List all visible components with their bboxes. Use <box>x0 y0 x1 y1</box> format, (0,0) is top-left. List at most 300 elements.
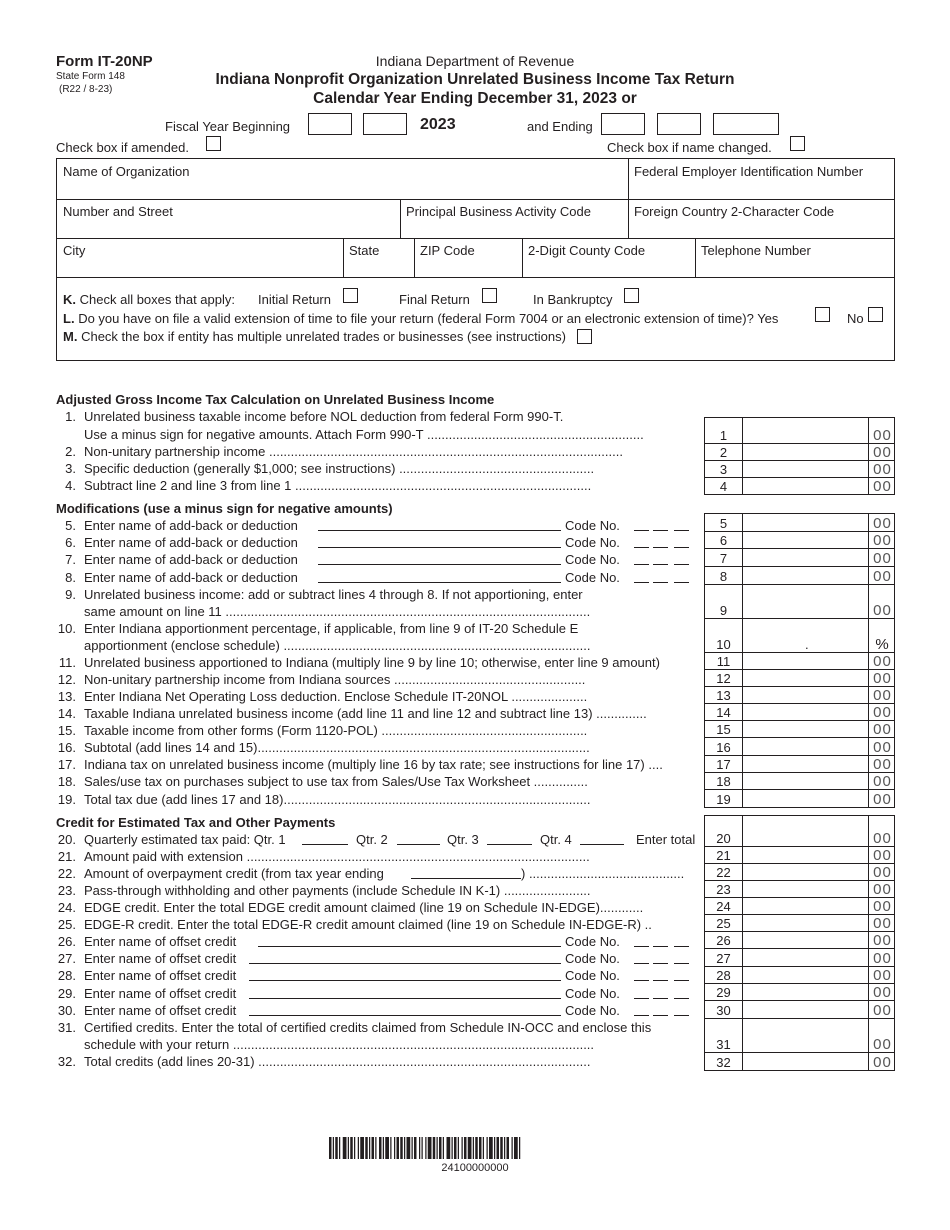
line-text: Qtr. 4 <box>540 832 572 847</box>
amount-input[interactable] <box>743 652 868 669</box>
final-return-checkbox[interactable] <box>482 288 497 303</box>
amount-line-number: 2 <box>719 445 728 460</box>
barcode-bar <box>494 1137 495 1159</box>
amount-input[interactable] <box>743 815 868 846</box>
cents-field[interactable]: 00 <box>873 568 892 585</box>
code-no-label: Code No. <box>565 552 620 567</box>
amount-row <box>704 772 895 790</box>
code-no-label: Code No. <box>565 934 620 949</box>
amount-row <box>704 983 895 1001</box>
cents-field[interactable]: 00 <box>873 756 892 773</box>
barcode-bar <box>497 1137 500 1159</box>
cents-field[interactable]: 00 <box>873 532 892 549</box>
line-text: Indiana tax on unrelated business income (multiply line 16 by tax rate; see instructions for line 17) .... <box>84 757 663 772</box>
code-digit-blank[interactable] <box>674 1015 689 1016</box>
amount-line-number: 25 <box>716 916 731 931</box>
amount-row <box>704 513 895 532</box>
amount-row <box>704 703 895 721</box>
k-letter: K. <box>63 292 76 307</box>
extension-no-checkbox[interactable] <box>868 307 883 322</box>
activity-code-field[interactable]: Principal Business Activity Code <box>406 204 591 219</box>
code-digit-blank[interactable] <box>674 980 689 981</box>
amount-input[interactable] <box>743 863 868 880</box>
barcode-bar <box>414 1137 417 1159</box>
code-digit-blank[interactable] <box>653 582 668 583</box>
line-number: 17. <box>57 757 76 772</box>
amount-input[interactable] <box>743 948 868 966</box>
form-id: Form IT-20NP <box>56 53 153 70</box>
code-digit-blank[interactable] <box>674 963 689 964</box>
state-field[interactable]: State <box>349 243 380 258</box>
amount-line-number: 13 <box>716 688 731 703</box>
line-number: 24. <box>57 900 76 915</box>
line-text: Enter name of add-back or deduction <box>84 518 298 533</box>
barcode-bar <box>385 1137 389 1159</box>
code-digit-blank[interactable] <box>674 530 689 531</box>
line-text: EDGE credit. Enter the total EDGE credit amount claimed (line 19 on Schedule IN-EDGE)............ <box>84 900 644 915</box>
amount-row <box>704 948 895 967</box>
cents-field[interactable]: 00 <box>873 1036 892 1053</box>
amount-row <box>704 720 895 738</box>
amount-line-number: 29 <box>716 985 731 1000</box>
barcode-bar <box>514 1137 518 1159</box>
barcode-bar <box>379 1137 382 1159</box>
line-number: 13. <box>57 689 76 704</box>
amount-input[interactable] <box>743 755 868 772</box>
offset-credit-name-blank[interactable] <box>258 946 561 947</box>
amount-line-number: 10 <box>716 637 731 652</box>
barcode-bar <box>412 1137 413 1159</box>
amount-input[interactable] <box>743 566 868 584</box>
amount-input[interactable] <box>743 846 868 863</box>
amount-input[interactable] <box>743 703 868 720</box>
amount-row <box>704 584 895 619</box>
code-no-label: Code No. <box>565 535 620 550</box>
barcode-bar <box>360 1137 364 1159</box>
line-text: EDGE-R credit. Enter the total EDGE-R credit amount claimed (line 19 on Schedule IN-EDGE-R) .. <box>84 917 652 932</box>
bankruptcy-checkbox[interactable] <box>624 288 639 303</box>
cents-field[interactable]: 00 <box>873 461 892 478</box>
cents-field[interactable]: 00 <box>873 687 892 704</box>
code-digit-blank[interactable] <box>634 564 649 565</box>
barcode-bar <box>372 1137 375 1159</box>
k-text: Check all boxes that apply: <box>79 292 235 307</box>
amount-line-number: 3 <box>719 462 728 477</box>
amount-line-number: 28 <box>716 968 731 983</box>
amount-line-number: 7 <box>719 551 728 566</box>
amount-input[interactable] <box>743 443 868 460</box>
amount-row <box>704 1018 895 1053</box>
line-number: 4. <box>65 478 76 493</box>
amount-input[interactable] <box>743 1052 868 1070</box>
m-letter: M. <box>63 329 78 344</box>
line-number: 6. <box>65 535 76 550</box>
amount-input[interactable] <box>743 513 868 531</box>
line-text: ) ........................................... <box>521 866 685 881</box>
cents-field[interactable]: 00 <box>873 515 892 532</box>
amount-row <box>704 531 895 549</box>
l-letter: L. <box>63 311 75 326</box>
cents-field[interactable]: 00 <box>873 984 892 1001</box>
cents-field[interactable]: 00 <box>873 950 892 967</box>
city-field[interactable]: City <box>63 243 86 258</box>
barcode-bar <box>369 1137 370 1159</box>
barcode-bar <box>462 1137 463 1159</box>
code-digit-blank[interactable] <box>674 946 689 947</box>
and-ending-label: and Ending <box>527 119 593 134</box>
line-number: 18. <box>57 774 76 789</box>
cents-field[interactable]: 00 <box>873 1002 892 1019</box>
code-digit-blank[interactable] <box>634 946 649 947</box>
line-text: Amount paid with extension ............................................................................................... <box>84 849 590 864</box>
amount-row <box>704 789 895 808</box>
line-number: 8. <box>65 570 76 585</box>
line-text: Enter name of offset credit <box>84 968 237 983</box>
amount-input[interactable] <box>743 931 868 948</box>
qtr3-blank[interactable] <box>487 844 532 845</box>
amount-line-number: 11 <box>716 654 731 669</box>
barcode <box>329 1137 619 1159</box>
amount-line-number: 31 <box>716 1037 731 1052</box>
line-text: Qtr. 3 <box>447 832 479 847</box>
amount-line-number: 5 <box>719 516 728 531</box>
line-text: apportionment (enclose schedule) ..................................................................................... <box>84 638 591 653</box>
offset-credit-name-blank[interactable] <box>249 1015 561 1016</box>
amount-line-number: 12 <box>716 671 731 686</box>
state-form-number: State Form 148 <box>56 71 125 82</box>
name-changed-checkbox[interactable] <box>790 136 805 151</box>
amended-checkbox[interactable] <box>206 136 221 151</box>
line-number: 25. <box>57 917 76 932</box>
county-code-field[interactable]: 2-Digit County Code <box>528 243 646 258</box>
line-text: Unrelated business taxable income before NOL deduction from federal Form 990-T. <box>84 409 564 424</box>
amount-input[interactable] <box>743 460 868 477</box>
l-text: Do you have on file a valid extension of time to file your return (federal Form 7004 or an electronic extension of time)? Yes <box>78 311 779 326</box>
fiscal-end-year-box[interactable] <box>713 113 779 135</box>
code-no-label: Code No. <box>565 986 620 1001</box>
amended-label: Check box if amended. <box>56 140 189 155</box>
code-digit-blank[interactable] <box>634 980 649 981</box>
form-title: Indiana Nonprofit Organization Unrelated Business Income Tax Return <box>215 71 735 88</box>
amount-input[interactable] <box>743 669 868 686</box>
cents-field[interactable]: 00 <box>873 478 892 495</box>
barcode-bar <box>433 1137 436 1159</box>
code-no-label: Code No. <box>565 518 620 533</box>
code-digit-blank[interactable] <box>653 980 668 981</box>
line-text: Sales/use tax on purchases subject to use tax from Sales/Use Tax Worksheet ............... <box>84 774 588 789</box>
offset-credit-name-blank[interactable] <box>249 998 561 999</box>
barcode-bar <box>358 1137 359 1159</box>
amount-input[interactable] <box>743 880 868 897</box>
amount-input[interactable] <box>743 772 868 789</box>
cents-field[interactable]: 00 <box>873 864 892 881</box>
line-number: 26. <box>57 934 76 949</box>
line-text: Subtract line 2 and line 3 from line 1 .................................................................................. <box>84 478 592 493</box>
barcode-bar <box>407 1137 411 1159</box>
amount-line-number: 9 <box>719 603 728 618</box>
barcode-bar <box>343 1137 347 1159</box>
decimal-point: . <box>805 637 809 652</box>
cents-field[interactable]: 00 <box>873 773 892 790</box>
organization-info-table <box>56 158 895 361</box>
line-text: Pass-through withholding and other payments (include Schedule IN K-1) ........................ <box>84 883 591 898</box>
addback-name-blank[interactable] <box>318 582 561 583</box>
addback-name-blank[interactable] <box>318 547 561 548</box>
line-text: Enter name of offset credit <box>84 934 237 949</box>
fiscal-end-month-box[interactable] <box>601 113 645 135</box>
code-digit-blank[interactable] <box>653 963 668 964</box>
code-digit-blank[interactable] <box>634 1015 649 1016</box>
line-number: 30. <box>57 1003 76 1018</box>
code-digit-blank[interactable] <box>634 963 649 964</box>
amount-line-number: 22 <box>716 865 731 880</box>
amount-line-number: 18 <box>716 774 731 789</box>
cents-field[interactable]: 00 <box>873 847 892 864</box>
line-text: Enter Indiana apportionment percentage, if applicable, from line 9 of IT-20 Schedule E <box>84 621 579 636</box>
amount-input[interactable] <box>743 686 868 703</box>
line-text: Taxable income from other forms (Form 1120-POL) ......................................................... <box>84 723 588 738</box>
amount-row <box>704 863 895 881</box>
amount-line-number: 17 <box>716 757 731 772</box>
cents-field[interactable]: 00 <box>873 653 892 670</box>
code-digit-blank[interactable] <box>653 946 668 947</box>
barcode-bar <box>473 1137 474 1159</box>
barcode-bar <box>419 1137 420 1159</box>
barcode-bar <box>365 1137 368 1159</box>
barcode-bar <box>439 1137 442 1159</box>
addback-name-blank[interactable] <box>318 530 561 531</box>
cents-field[interactable]: 00 <box>873 915 892 932</box>
extension-yes-checkbox[interactable] <box>815 307 830 322</box>
code-digit-blank[interactable] <box>653 547 668 548</box>
code-no-label: Code No. <box>565 570 620 585</box>
barcode-bar <box>400 1137 403 1159</box>
code-digit-blank[interactable] <box>653 530 668 531</box>
cents-field[interactable]: 00 <box>873 1054 892 1071</box>
line-text: Quarterly estimated tax paid: Qtr. 1 <box>84 832 286 847</box>
street-field[interactable]: Number and Street <box>63 204 173 219</box>
amount-input[interactable] <box>743 531 868 548</box>
barcode-bar <box>447 1137 451 1159</box>
line-text: Taxable Indiana unrelated business income (add line 11 and line 12 and subtract line 13) .............. <box>84 706 647 721</box>
amount-input[interactable] <box>743 1018 868 1052</box>
amount-line-number: 16 <box>716 740 731 755</box>
amount-input[interactable] <box>743 966 868 983</box>
fiscal-end-day-box[interactable] <box>657 113 701 135</box>
amount-line-number: 24 <box>716 899 731 914</box>
amount-row <box>704 737 895 756</box>
line-text: Qtr. 2 <box>356 832 388 847</box>
line-text: Total credits (add lines 20-31) ............................................................................................ <box>84 1054 591 1069</box>
barcode-bar <box>350 1137 353 1159</box>
barcode-bar <box>443 1137 444 1159</box>
code-digit-blank[interactable] <box>653 1015 668 1016</box>
cents-field[interactable]: 00 <box>873 791 892 808</box>
line-number: 21. <box>57 849 76 864</box>
code-no-label: Code No. <box>565 1003 620 1018</box>
amount-input[interactable] <box>743 720 868 737</box>
country-code-field[interactable]: Foreign Country 2-Character Code <box>634 204 835 219</box>
line-text: schedule with your return .................................................................................................... <box>84 1037 595 1052</box>
code-digit-blank[interactable] <box>674 564 689 565</box>
cents-field[interactable]: 00 <box>873 830 892 847</box>
cents-field[interactable]: 00 <box>873 427 892 444</box>
zip-field[interactable]: ZIP Code <box>420 243 475 258</box>
line-text: Enter name of offset credit <box>84 986 237 1001</box>
code-digit-blank[interactable] <box>634 582 649 583</box>
line-number: 1. <box>65 409 76 424</box>
barcode-bar <box>468 1137 472 1159</box>
line-number: 20. <box>57 832 76 847</box>
code-no-label: Code No. <box>565 968 620 983</box>
cents-field[interactable]: 00 <box>873 704 892 721</box>
line-text: Enter name of add-back or deduction <box>84 552 298 567</box>
code-digit-blank[interactable] <box>653 564 668 565</box>
amount-input[interactable] <box>743 477 868 494</box>
cents-field[interactable]: 00 <box>873 967 892 984</box>
qtr1-blank[interactable] <box>302 844 348 845</box>
barcode-bar <box>507 1137 510 1159</box>
barcode-bar <box>500 1137 503 1159</box>
line-text: Certified credits. Enter the total of certified credits claimed from Schedule IN-OCC and enclose this <box>84 1020 652 1035</box>
amount-input[interactable] <box>743 737 868 755</box>
cents-field[interactable]: 00 <box>873 550 892 567</box>
initial-return-label: Initial Return <box>258 292 331 307</box>
qtr4-blank[interactable] <box>580 844 624 845</box>
amount-line-number: 23 <box>716 882 731 897</box>
amount-line-number: 21 <box>716 848 731 863</box>
line-number: 22. <box>57 866 76 881</box>
barcode-bar <box>375 1137 376 1159</box>
cents-field[interactable]: 00 <box>873 602 892 619</box>
amount-input[interactable] <box>743 1000 868 1018</box>
line-text: Total tax due (add lines 17 and 18)..................................................................................... <box>84 792 591 807</box>
multiple-trades-checkbox[interactable] <box>577 329 592 344</box>
amount-input[interactable] <box>743 548 868 566</box>
section-agi-title: Adjusted Gross Income Tax Calculation on Unrelated Business Income <box>56 392 495 407</box>
line-number: 15. <box>57 723 76 738</box>
section-modifications-title: Modifications (use a minus sign for negative amounts) <box>56 501 393 516</box>
barcode-bar <box>428 1137 432 1159</box>
line-text: Use a minus sign for negative amounts. Attach Form 990-T ............................................................ <box>84 427 644 442</box>
barcode-bar <box>512 1137 513 1159</box>
cents-field[interactable]: 00 <box>873 898 892 915</box>
line-text: Enter name of add-back or deduction <box>84 570 298 585</box>
code-digit-blank[interactable] <box>634 547 649 548</box>
amount-input[interactable] <box>743 789 868 807</box>
line-number: 23. <box>57 883 76 898</box>
percent-sign: % <box>875 636 890 653</box>
amount-row <box>704 618 895 653</box>
bankruptcy-label: In Bankruptcy <box>533 292 613 307</box>
offset-credit-name-blank[interactable] <box>249 963 561 964</box>
amount-input[interactable] <box>743 983 868 1000</box>
barcode-bar <box>487 1137 488 1159</box>
amount-row <box>704 846 895 864</box>
barcode-bar <box>489 1137 493 1159</box>
fiscal-begin-month-box[interactable] <box>308 113 352 135</box>
code-digit-blank[interactable] <box>634 530 649 531</box>
code-digit-blank[interactable] <box>653 998 668 999</box>
amount-line-number: 26 <box>716 933 731 948</box>
amount-input[interactable] <box>743 584 868 618</box>
amount-input[interactable] <box>743 897 868 914</box>
name-changed-label: Check box if name changed. <box>607 140 772 155</box>
amount-input[interactable] <box>743 914 868 931</box>
barcode-bar <box>475 1137 478 1159</box>
amount-line-number: 1 <box>719 428 728 443</box>
amount-line-number: 4 <box>719 479 728 494</box>
code-digit-blank[interactable] <box>674 998 689 999</box>
line-text: Non-unitary partnership income .................................................................................................. <box>84 444 623 459</box>
barcode-bar <box>390 1137 391 1159</box>
section-credits-title: Credit for Estimated Tax and Other Payments <box>56 815 336 830</box>
line-number: 32. <box>57 1054 76 1069</box>
initial-return-checkbox[interactable] <box>343 288 358 303</box>
line-text: Non-unitary partnership income from Indiana sources ..................................................... <box>84 672 586 687</box>
form-revision: (R22 / 8-23) <box>59 84 113 95</box>
amount-row <box>704 914 895 932</box>
amount-line-number: 30 <box>716 1003 731 1018</box>
form-subtitle: Calendar Year Ending December 31, 2023 or <box>313 90 637 107</box>
amount-line-number: 27 <box>716 951 731 966</box>
enter-total-label: Enter total <box>636 832 696 847</box>
cents-field[interactable]: 00 <box>873 670 892 687</box>
amount-line-number: 19 <box>716 792 731 807</box>
barcode-bar <box>452 1137 453 1159</box>
barcode-bar <box>422 1137 423 1159</box>
barcode-bar <box>483 1137 484 1159</box>
m-text: Check the box if entity has multiple unrelated trades or businesses (see instructions) <box>81 329 566 344</box>
amount-input[interactable] <box>743 417 868 443</box>
cents-field[interactable]: 00 <box>873 721 892 738</box>
code-digit-blank[interactable] <box>674 547 689 548</box>
amount-row <box>704 815 895 847</box>
code-digit-blank[interactable] <box>674 582 689 583</box>
barcode-bar <box>329 1137 332 1159</box>
line-text: Enter name of add-back or deduction <box>84 535 298 550</box>
code-digit-blank[interactable] <box>634 998 649 999</box>
amount-row <box>704 1052 895 1071</box>
cents-field[interactable]: 00 <box>873 444 892 461</box>
barcode-bar <box>425 1137 426 1159</box>
cents-field[interactable]: 00 <box>873 881 892 898</box>
offset-credit-name-blank[interactable] <box>249 980 561 981</box>
line-number: 12. <box>57 672 76 687</box>
addback-name-blank[interactable] <box>318 564 561 565</box>
cents-field[interactable]: 00 <box>873 932 892 949</box>
qtr2-blank[interactable] <box>397 844 440 845</box>
code-no-label: Code No. <box>565 951 620 966</box>
line-number: 14. <box>57 706 76 721</box>
barcode-number: 24100000000 <box>441 1162 509 1174</box>
overpayment-year-blank[interactable] <box>411 878 521 879</box>
org-name-field[interactable]: Name of Organization <box>63 164 190 179</box>
final-return-label: Final Return <box>399 292 470 307</box>
cents-field[interactable]: 00 <box>873 739 892 756</box>
barcode-bar <box>394 1137 395 1159</box>
phone-field[interactable]: Telephone Number <box>701 243 811 258</box>
line-number: 5. <box>65 518 76 533</box>
line-number: 16. <box>57 740 76 755</box>
line-number: 7. <box>65 552 76 567</box>
fiscal-begin-day-box[interactable] <box>363 113 407 135</box>
barcode-bar <box>397 1137 400 1159</box>
fein-field[interactable]: Federal Employer Identification Number <box>634 164 864 179</box>
barcode-bar <box>404 1137 405 1159</box>
amount-line-number: 14 <box>716 705 731 720</box>
amount-row <box>704 880 895 898</box>
